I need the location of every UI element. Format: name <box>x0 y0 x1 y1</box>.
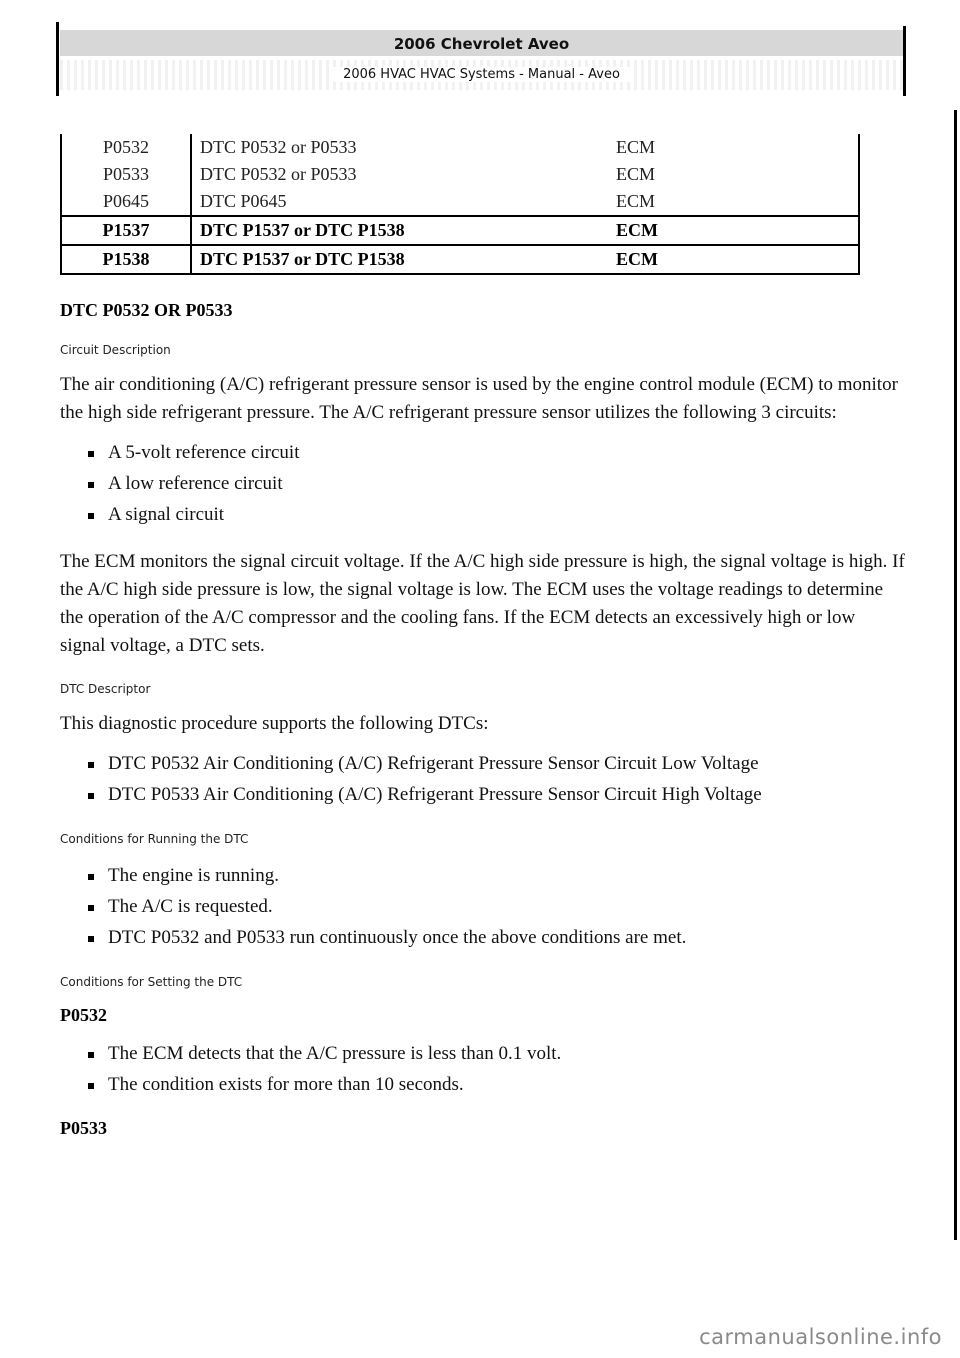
header-title: 2006 Chevrolet Aveo <box>60 30 903 56</box>
list-item: A 5-volt reference circuit <box>88 437 905 468</box>
conditions-running-heading: Conditions for Running the DTC <box>60 832 249 846</box>
p0532-label: P0532 <box>60 1005 107 1025</box>
dtc-module: ECM <box>568 216 859 245</box>
list-item: The ECM detects that the A/C pressure is less than 0.1 volt. <box>88 1038 905 1069</box>
dtc-module: ECM <box>568 245 859 274</box>
table-row <box>61 161 859 188</box>
list-item: A low reference circuit <box>88 468 905 499</box>
dtc-module: ECM <box>568 188 859 216</box>
document-body <box>60 300 905 1151</box>
right-edge-bar <box>903 26 906 96</box>
p0532-conditions-list <box>88 1038 905 1100</box>
circuit-description-body: The ECM monitors the signal circuit voltage. If the A/C high side pressure is high, the signal voltage is high. If the A/C high side pressure is low, the signal voltage is low. The ECM uses the voltage readings to determine the operation of the A/C compressor and the cooling fans. If the ECM detects an excessively high or low signal voltage, a DTC sets. <box>60 551 905 656</box>
dtc-descriptor-heading: DTC Descriptor <box>60 682 151 696</box>
dtc-description: DTC P0532 or P0533 <box>200 164 357 184</box>
table-row <box>61 216 859 245</box>
dtc-module: ECM <box>568 134 859 161</box>
right-page-rule <box>954 110 957 1240</box>
dtc-description: DTC P0532 or P0533 <box>200 137 357 157</box>
header-subtitle-text: 2006 HVAC HVAC Systems - Manual - Aveo <box>331 67 632 82</box>
dtc-description: DTC P1537 or DTC P1538 <box>191 216 568 245</box>
list-item: DTC P0532 Air Conditioning (A/C) Refrigerant Pressure Sensor Circuit Low Voltage <box>88 748 905 779</box>
table-row <box>61 188 859 216</box>
dtc-descriptor-intro: This diagnostic procedure supports the following DTCs: <box>60 713 489 734</box>
dtc-code: P1537 <box>61 216 191 245</box>
dtc-code: P0645 <box>61 188 191 216</box>
circuit-list <box>88 437 905 530</box>
watermark: carmanualsonline.info <box>699 1325 942 1349</box>
list-item: The A/C is requested. <box>88 891 905 922</box>
page-header <box>60 30 903 92</box>
circuit-description-intro: The air conditioning (A/C) refrigerant pressure sensor is used by the engine control module (ECM) to monitor the high side refrigerant pressure. The A/C refrigerant pressure sensor utilizes the following 3 circuits: <box>60 374 898 423</box>
circuit-description-heading: Circuit Description <box>60 343 171 357</box>
list-item: A signal circuit <box>88 499 905 530</box>
dtc-code: P1538 <box>61 245 191 274</box>
header-subtitle <box>60 60 903 90</box>
dtc-module: ECM <box>568 161 859 188</box>
dtc-code: P0533 <box>61 161 191 188</box>
conditions-running-list <box>88 860 905 953</box>
conditions-setting-heading: Conditions for Setting the DTC <box>60 975 243 989</box>
table-row <box>61 134 859 161</box>
list-item: DTC P0532 and P0533 run continuously once the above conditions are met. <box>88 922 905 953</box>
dtc-description: DTC P1537 or DTC P1538 <box>191 245 568 274</box>
p0533-label: P0533 <box>60 1118 107 1138</box>
list-item: The engine is running. <box>88 860 905 891</box>
section-title: DTC P0532 OR P0533 <box>60 300 233 320</box>
left-edge-bar <box>56 22 59 96</box>
dtc-descriptor-list <box>88 748 905 810</box>
list-item: DTC P0533 Air Conditioning (A/C) Refrigerant Pressure Sensor Circuit High Voltage <box>88 779 905 810</box>
table-row <box>61 245 859 274</box>
dtc-table <box>60 134 860 275</box>
dtc-code: P0532 <box>61 134 191 161</box>
list-item: The condition exists for more than 10 seconds. <box>88 1069 905 1100</box>
dtc-description: DTC P0645 <box>200 191 287 211</box>
